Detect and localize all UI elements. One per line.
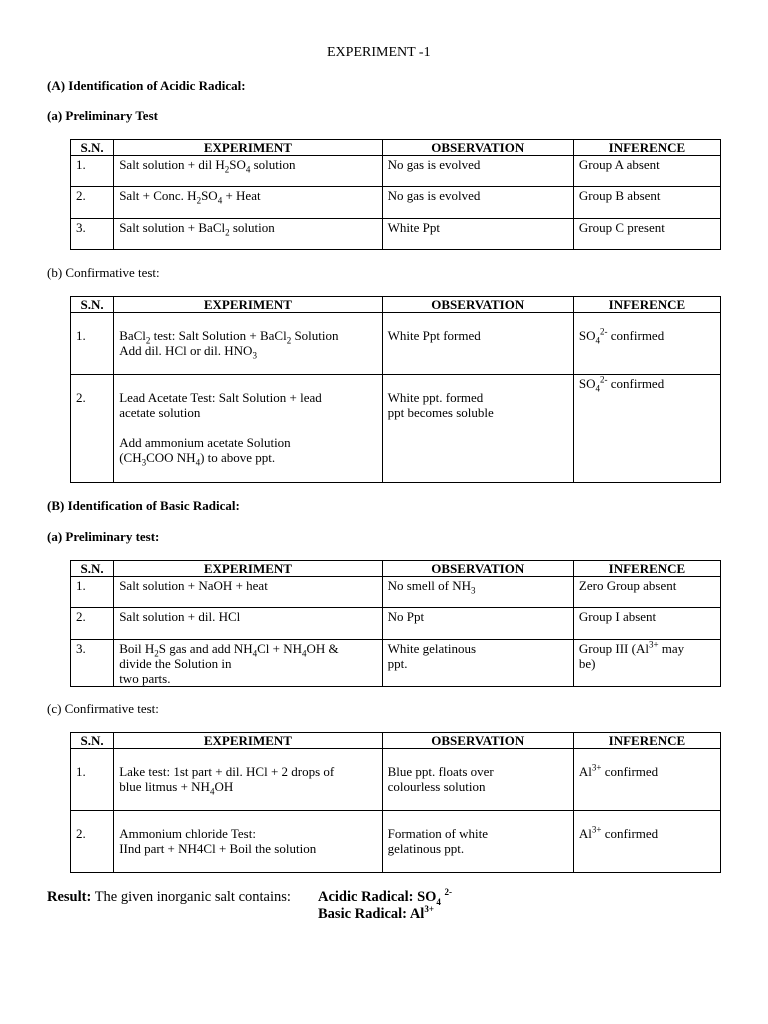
acidic-radical-result: Acidic Radical: $SO_4$ $^{2-}$ <box>318 887 453 907</box>
page-title: EXPERIMENT -1 <box>327 45 431 60</box>
subsection-confirmative-basic: (c) Confirmative test: <box>47 701 159 716</box>
cell-sn: 1. <box>71 577 114 608</box>
table-row <box>71 313 721 375</box>
acid-confirmative-table <box>70 296 721 483</box>
cell-observation: No Ppt <box>382 608 573 640</box>
col-header-observation: OBSERVATION <box>382 561 573 577</box>
cell-observation: White ppt. formed ppt becomes soluble <box>382 375 573 483</box>
acid-preliminary-table <box>70 139 721 250</box>
result-line <box>47 889 291 906</box>
cell-experiment: Salt solution + BaCl$_2$ solution <box>114 219 382 250</box>
cell-sn: 2. <box>71 811 114 873</box>
col-header-experiment: EXPERIMENT <box>114 733 382 749</box>
basic-preliminary-table <box>70 560 721 687</box>
cell-inference: Group I absent <box>573 608 720 640</box>
cell-inference: $Al^{3+}$ confirmed <box>573 749 720 811</box>
col-header-sn: S.N. <box>71 561 114 577</box>
table-row <box>71 749 721 811</box>
table-row <box>71 608 721 640</box>
col-header-sn: S.N. <box>71 733 114 749</box>
cell-experiment: Salt + Conc. $H_2SO_4$ + Heat <box>114 187 382 219</box>
cell-inference: $SO_4^{2-}$ confirmed <box>573 313 720 375</box>
col-header-observation: OBSERVATION <box>382 733 573 749</box>
table-row <box>71 219 721 250</box>
cell-sn: 2. <box>71 608 114 640</box>
table-row <box>71 375 721 483</box>
cell-experiment: Boil $H_2S$ gas and add $NH_4Cl + NH_4OH$ & divide the Solution in two parts. <box>114 640 382 687</box>
subsection-confirmative-acid: (b) Confirmative test: <box>47 265 160 280</box>
cell-observation: No smell of $NH_3$ <box>382 577 573 608</box>
cell-sn: 1. <box>71 313 114 375</box>
cell-inference: Group C present <box>573 219 720 250</box>
result-label: Result: <box>47 889 92 905</box>
cell-inference: $Al^{3+}$ confirmed <box>573 811 720 873</box>
table-row <box>71 577 721 608</box>
cell-experiment: Ammonium chloride Test: IInd part + NH4Cl + Boil the solution <box>114 811 382 873</box>
section-a-heading: (A) Identification of Acidic Radical: <box>47 78 246 93</box>
cell-experiment: Salt solution + dil. HCl <box>114 608 382 640</box>
cell-inference: Group III ($Al^{3+}$ may be) <box>573 640 720 687</box>
cell-inference: $SO_4^{2-}$ confirmed <box>573 375 720 483</box>
subsection-preliminary-acid: (a) Preliminary Test <box>47 108 158 123</box>
col-header-experiment: EXPERIMENT <box>114 297 382 313</box>
cell-sn: 1. <box>71 156 114 187</box>
subsection-preliminary-basic: (a) Preliminary test: <box>47 529 160 544</box>
cell-experiment: Lead Acetate Test: Salt Solution + lead acetate solution Add ammonium acetate Solution ($CH_3COO$ $NH_4$) to above ppt. <box>114 375 382 483</box>
cell-sn: 2. <box>71 187 114 219</box>
cell-experiment: BaCl$_2$ test: Salt Solution + BaCl$_2$ Solution Add dil. HCl or dil. $HNO_3$ <box>114 313 382 375</box>
cell-experiment: Salt solution + dil $H_2SO_4$ solution <box>114 156 382 187</box>
col-header-sn: S.N. <box>71 297 114 313</box>
cell-sn: 3. <box>71 640 114 687</box>
table-row <box>71 640 721 687</box>
col-header-sn: S.N. <box>71 140 114 156</box>
table-row <box>71 156 721 187</box>
cell-inference: Group B absent <box>573 187 720 219</box>
cell-sn: 3. <box>71 219 114 250</box>
result-text: The given inorganic salt contains: <box>94 889 291 905</box>
cell-observation: No gas is evolved <box>382 187 573 219</box>
col-header-inference: INFERENCE <box>573 733 720 749</box>
cell-observation: Formation of white gelatinous ppt. <box>382 811 573 873</box>
col-header-observation: OBSERVATION <box>382 140 573 156</box>
cell-sn: 2. <box>71 375 114 483</box>
col-header-observation: OBSERVATION <box>382 297 573 313</box>
cell-observation: No gas is evolved <box>382 156 573 187</box>
table-row <box>71 187 721 219</box>
cell-experiment: Salt solution + NaOH + heat <box>114 577 382 608</box>
col-header-experiment: EXPERIMENT <box>114 561 382 577</box>
cell-sn: 1. <box>71 749 114 811</box>
cell-observation: White Ppt formed <box>382 313 573 375</box>
cell-inference: Group A absent <box>573 156 720 187</box>
col-header-inference: INFERENCE <box>573 561 720 577</box>
basic-radical-result: Basic Radical: $Al^{3+}$ <box>318 904 434 922</box>
table-row <box>71 811 721 873</box>
col-header-inference: INFERENCE <box>573 140 720 156</box>
cell-observation: White gelatinous ppt. <box>382 640 573 687</box>
col-header-inference: INFERENCE <box>573 297 720 313</box>
col-header-experiment: EXPERIMENT <box>114 140 382 156</box>
section-b-heading: (B) Identification of Basic Radical: <box>47 498 240 513</box>
cell-observation: White Ppt <box>382 219 573 250</box>
basic-confirmative-table <box>70 732 721 873</box>
cell-experiment: Lake test: 1st part + dil. HCl + 2 drops of blue litmus + $NH_4OH$ <box>114 749 382 811</box>
cell-observation: Blue ppt. floats over colourless solution <box>382 749 573 811</box>
cell-inference: Zero Group absent <box>573 577 720 608</box>
